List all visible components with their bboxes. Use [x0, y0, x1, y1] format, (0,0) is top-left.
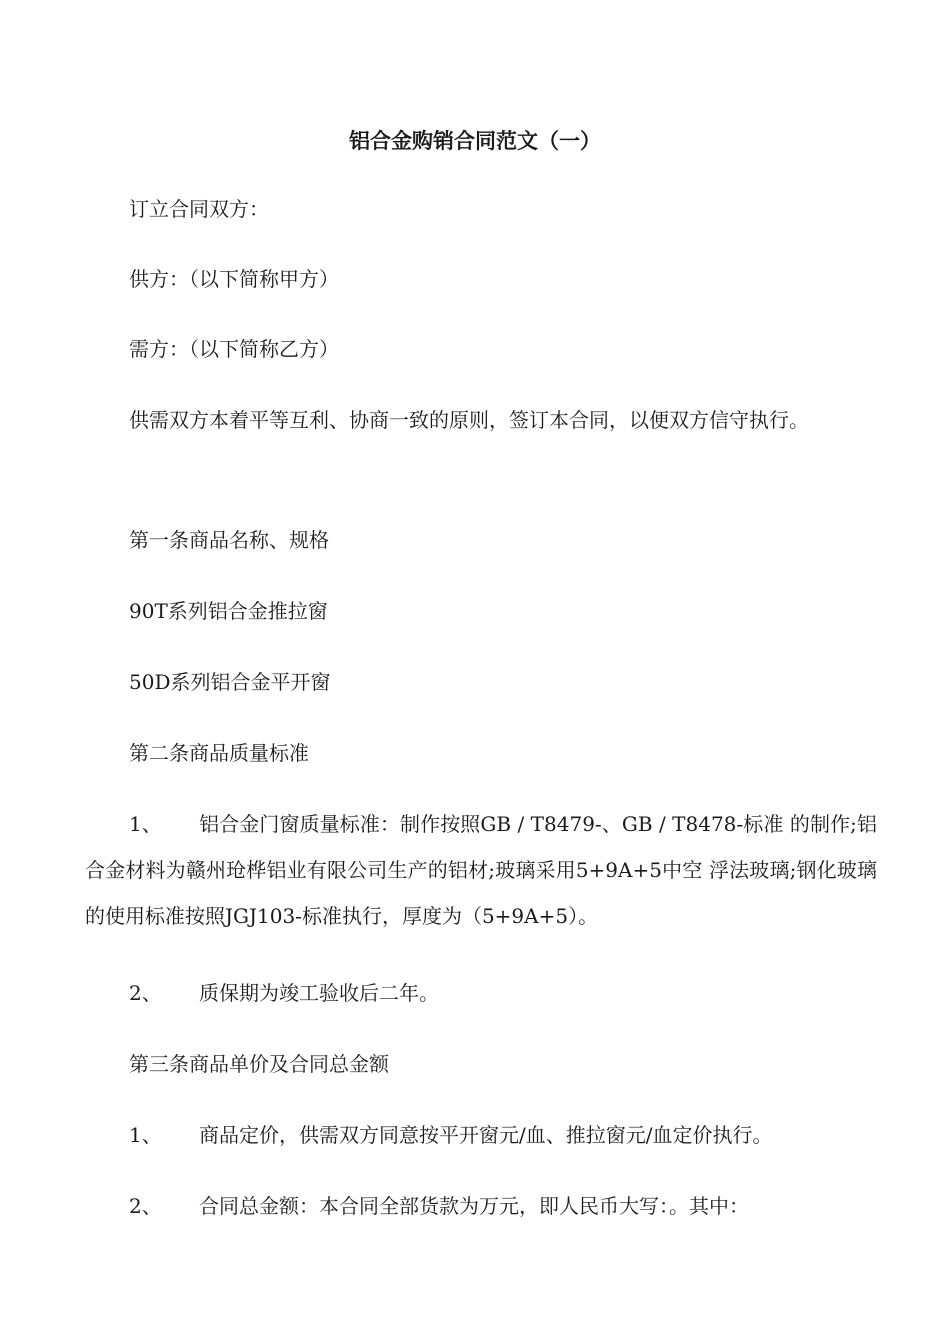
section-1-heading: 第一条商品名称、规格 [129, 528, 329, 552]
price-item-1 [85, 1112, 877, 1158]
document-title: 铝合金购销合同范文（一） [349, 128, 601, 153]
section-3-heading: 第三条商品单价及合同总金额 [129, 1052, 389, 1076]
paragraph-supplier: 供方：（以下简称甲方） [129, 267, 339, 291]
quality-item-1 [85, 801, 877, 939]
item-number: 2、 [129, 981, 162, 1005]
item-number: 1、 [129, 812, 162, 836]
paragraph-parties: 订立合同双方： [129, 197, 269, 221]
quality-item-2 [85, 970, 877, 1016]
price-item-2 [85, 1183, 877, 1229]
product-50d: 50D系列铝合金平开窗 [129, 670, 331, 694]
product-90t: 90T系列铝合金推拉窗 [129, 599, 328, 623]
item-text: 合同总金额：本合同全部货款为万元，即人民币大写：。其中： [199, 1194, 749, 1218]
item-text: 商品定价，供需双方同意按平开窗元/血、推拉窗元/血定价执行。 [199, 1123, 773, 1147]
paragraph-buyer: 需方：（以下简称乙方） [129, 337, 339, 361]
paragraph-principle: 供需双方本着平等互利、协商一致的原则，签订本合同，以便双方信守执行。 [129, 408, 809, 432]
section-2-heading: 第二条商品质量标准 [129, 741, 309, 765]
item-number: 1、 [129, 1123, 162, 1147]
item-text: 铝合金门窗质量标准：制作按照GB / T8479-、GB / T8478-标准 的制作;铝合金材料为赣州玱桦铝业有限公司生产的铝材;玻璃采用5+9A+5中空 浮法玻璃;钢化玻璃的使用标准按照JGJ103-标准执行，厚度为（5+9A+5）。 [85, 812, 877, 928]
item-number: 2、 [129, 1194, 162, 1218]
item-text: 质保期为竣工验收后二年。 [199, 981, 439, 1005]
